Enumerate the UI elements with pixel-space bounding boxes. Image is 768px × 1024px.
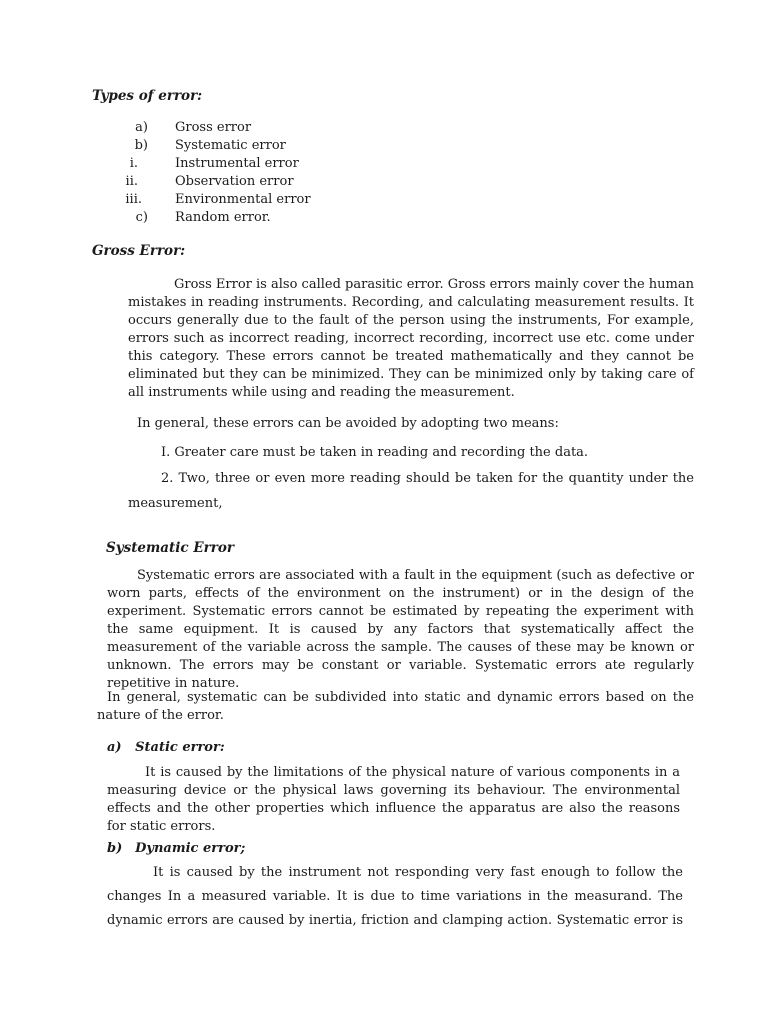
list-text: Random error. — [175, 210, 271, 225]
list-marker: c) — [135, 210, 148, 225]
types-list — [100, 119, 400, 227]
list-text: Systematic error — [175, 138, 286, 153]
list-marker: b) — [134, 138, 148, 153]
list-item — [100, 155, 400, 173]
list-marker: iii. — [125, 192, 142, 207]
list-item — [100, 119, 400, 137]
dynamic-heading: Dynamic error; — [135, 841, 246, 856]
systematic-heading: Systematic Error — [106, 540, 234, 556]
types-heading: Types of error: — [92, 88, 203, 104]
list-text: Gross error — [175, 120, 252, 135]
avoid-item-2-continued: measurement, — [128, 496, 223, 511]
avoid-item-2: 2. Two, three or even more reading should be taken for the quantity under the — [161, 471, 694, 486]
systematic-paragraph: Systematic errors are associated with a fault in the equipment (such as defective or worn parts, effects of the environment on the instrument) or in the design of the experiment. Systematic errors cannot be estimated by repeating the experiment with the same equipment. It is caused by any factors that systematically affect the measurement of the variable across the sample. The causes of these may be known or unknown. The errors may be constant or variable. Systematic errors ate regularly repetitive in nature. — [107, 568, 694, 691]
dynamic-heading-row — [107, 840, 245, 858]
gross-paragraph: Gross Error is also called parasitic error. Gross errors mainly cover the human mistakes in reading instruments. Recording, and calculating measurement results. It occurs generally due to the fault of the person using the instruments, For example, errors such as incorrect reading, incorrect recording, incorrect use etc. come under this category. These errors cannot be treated mathematically and they cannot be eliminated but they can be minimized. They can be minimized only by taking care of all instruments while using and reading the measurement. — [128, 277, 694, 400]
list-text: Observation error — [175, 174, 294, 189]
dynamic-marker: b) — [107, 841, 123, 856]
list-text: Environmental error — [175, 192, 311, 207]
list-item — [100, 191, 400, 209]
list-marker: i. — [129, 156, 138, 171]
dynamic-paragraph: It is caused by the instrument not responding very fast enough to follow the changes In a measured variable. It is due to time variations in the measurand. The dynamic errors are caused by inertia, friction and clamping action. Systematic error is — [107, 865, 683, 928]
list-marker: ii. — [125, 174, 138, 189]
gross-heading: Gross Error: — [92, 243, 186, 259]
static-paragraph: It is caused by the limitations of the physical nature of various components in a measuring device or the physical laws governing its behaviour. The environmental effects and the other properties which influence the apparatus are also the reasons for static errors. — [107, 765, 680, 834]
avoid-intro: In general, these errors can be avoided by adopting two means: — [137, 416, 559, 431]
list-marker: a) — [135, 120, 148, 135]
list-text: Instrumental error — [175, 156, 299, 171]
static-heading-row — [107, 739, 225, 757]
subdivide-paragraph: In general, systematic can be subdivided into static and dynamic errors based on the nature of the error. — [97, 690, 694, 723]
avoid-item-1: I. Greater care must be taken in reading and recording the data. — [161, 445, 589, 460]
static-heading: Static error: — [135, 740, 225, 755]
list-item — [100, 209, 400, 227]
list-item — [100, 137, 400, 155]
list-item — [100, 173, 400, 191]
static-marker: a) — [107, 740, 122, 755]
